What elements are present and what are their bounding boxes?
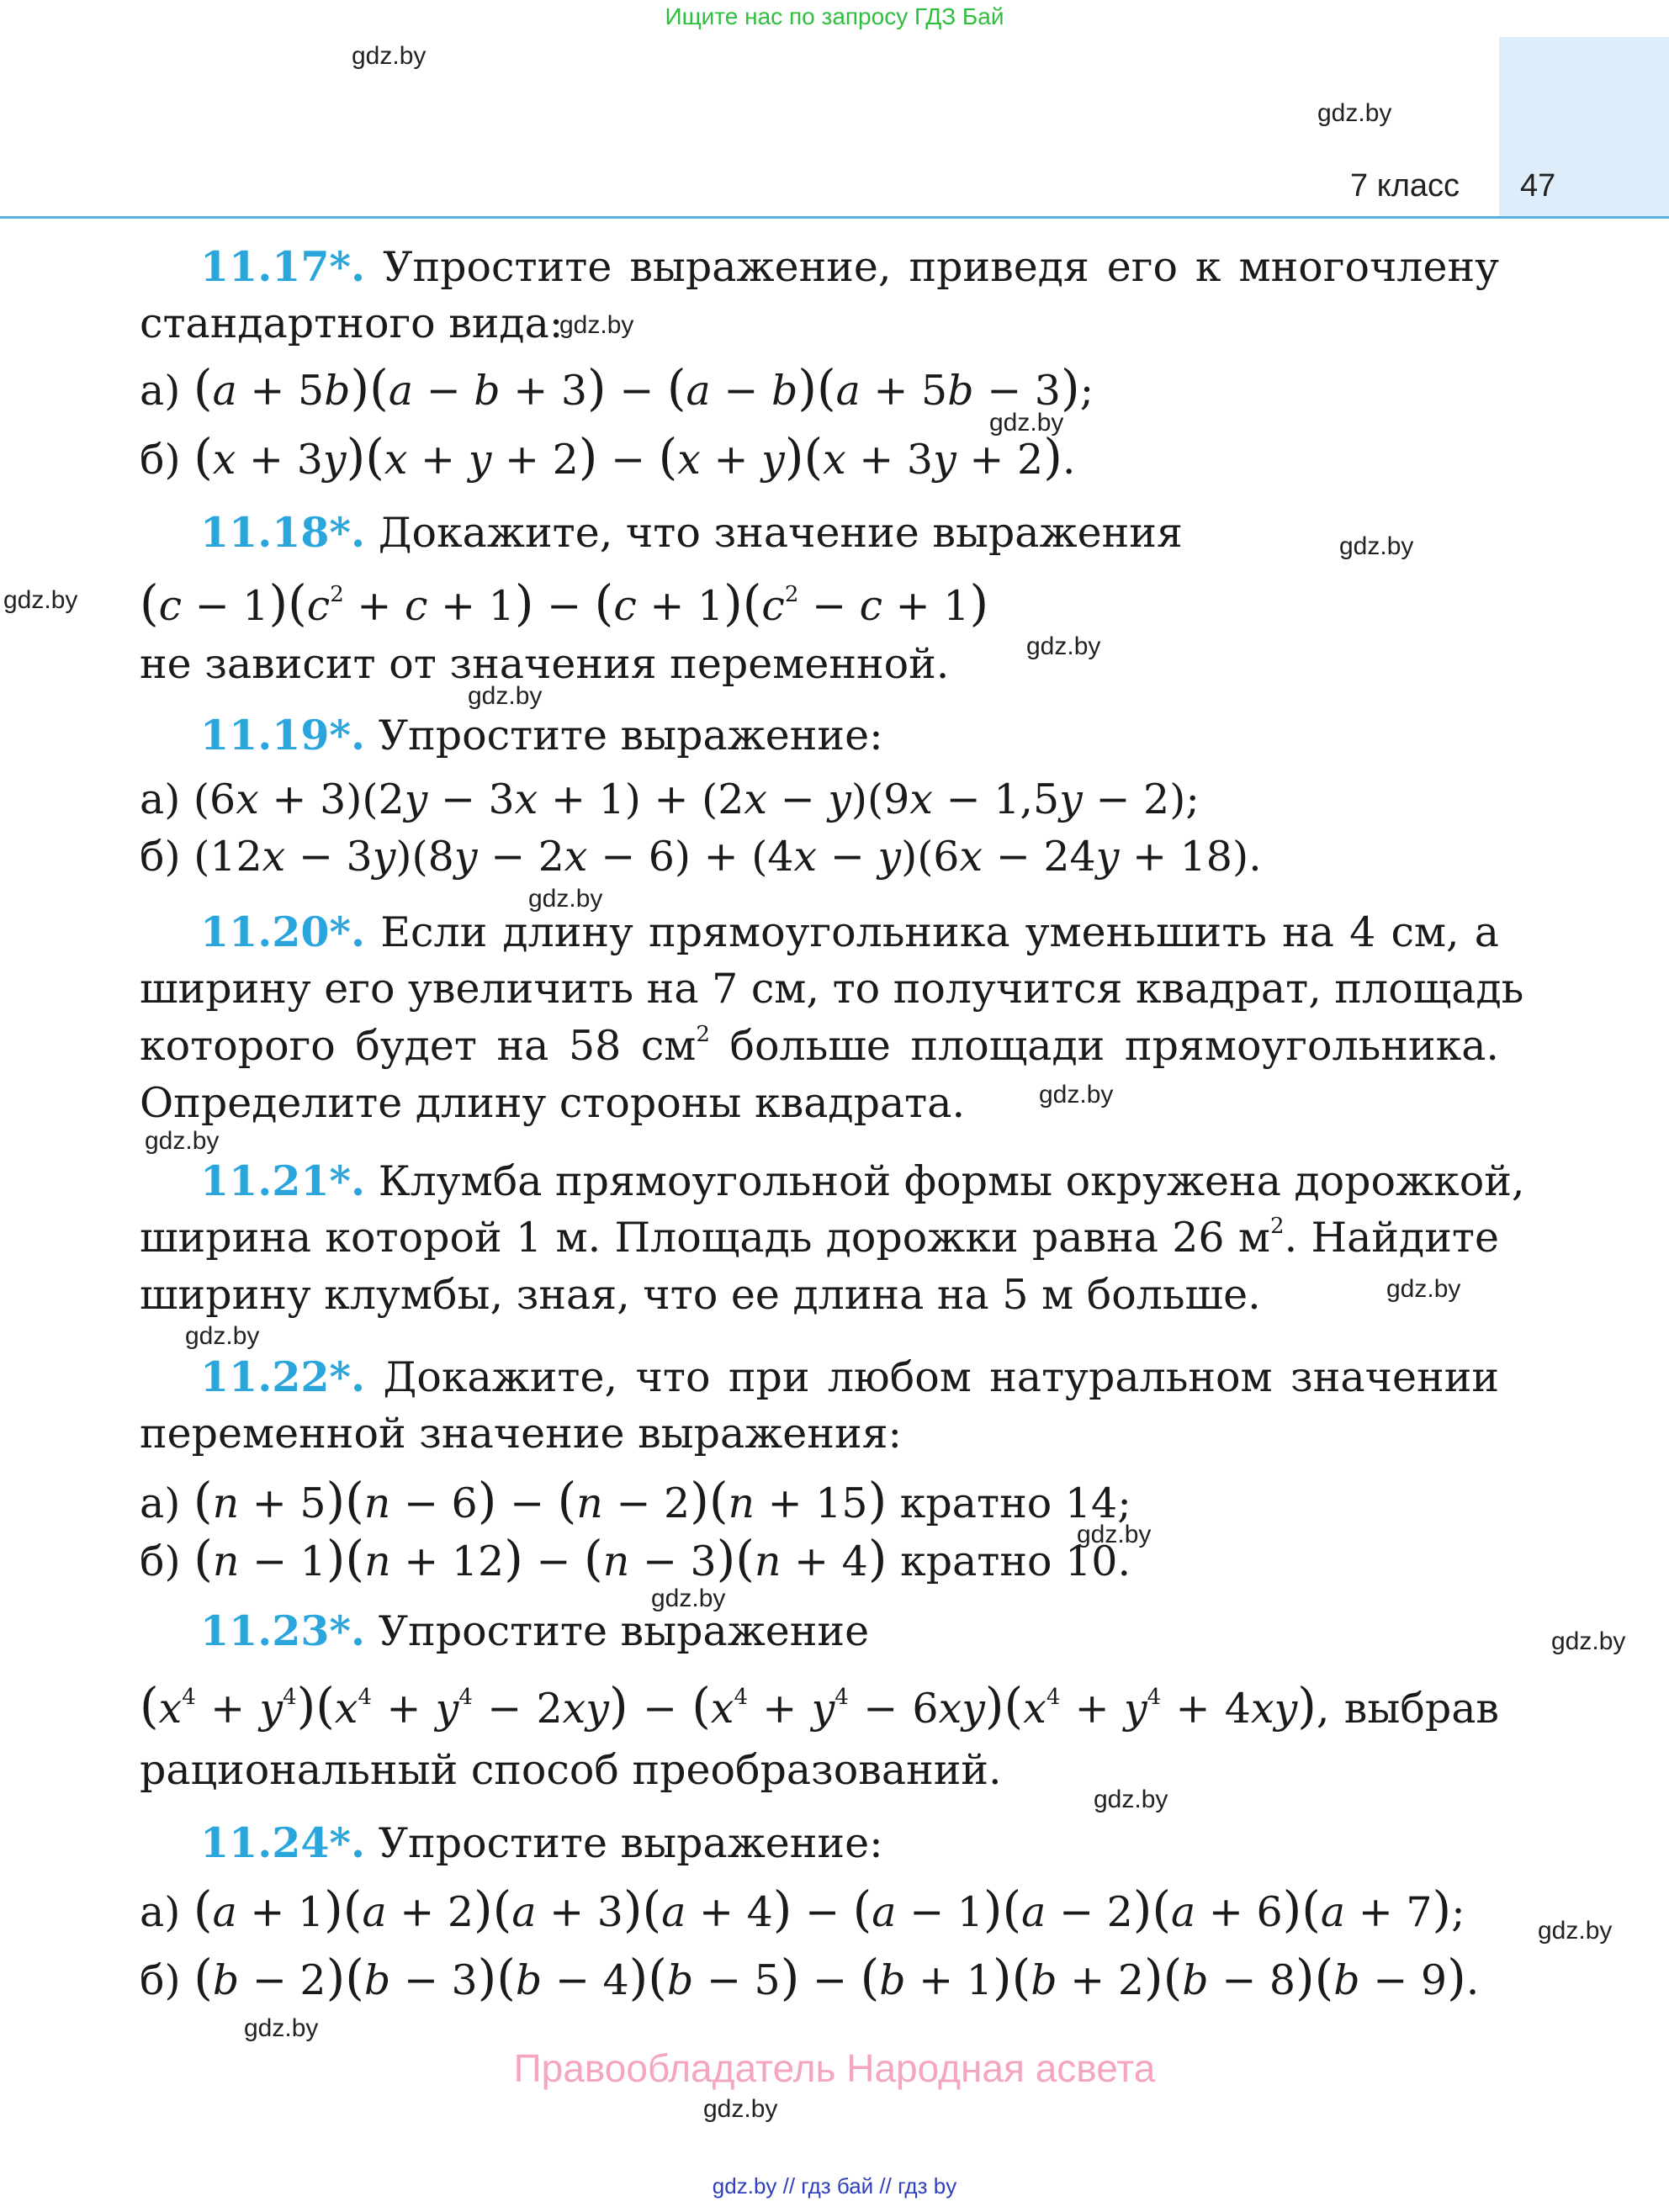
problem-11-18-text: 11.18*. Докажите, что значение выражения [200, 508, 1183, 557]
watermark: gdz.by [1339, 532, 1414, 560]
watermark: gdz.by [1317, 99, 1392, 127]
watermark: gdz.by [559, 311, 634, 339]
watermark: gdz.by [989, 409, 1064, 437]
problem-11-17-text2: стандартного вида: [140, 299, 564, 347]
watermark: gdz.by [145, 1127, 220, 1155]
top-banner: Ищите нас по запросу ГДЗ Бай [665, 3, 1004, 29]
problem-11-17-text: 11.17*. Упростите выражение, приведя его к многочлену [200, 242, 1499, 291]
problem-11-24-text: 11.24*. Упростите выражение: [200, 1818, 883, 1867]
problem-11-21-line1: 11.21*. Клумба прямоугольной формы окружена дорожкой, [200, 1156, 1525, 1205]
problem-11-22-a: а) (n + 5)(n − 6) − (n − 2)(n + 15) кратно 14; [140, 1472, 1131, 1529]
formula: (a + 5b)(a − b + 3) − (a − b)(a + 5b − 3); [193, 359, 1094, 416]
problem-number: 11.20*. [200, 908, 366, 956]
watermark: gdz.by [244, 2014, 319, 2042]
watermark: gdz.by [468, 682, 543, 710]
watermark: gdz.by [3, 586, 78, 614]
problem-number: 11.24*. [200, 1818, 366, 1867]
problem-11-20-line3: которого будет на 58 $см^2$ больше площади прямоугольника. [140, 1022, 1499, 1070]
problem-11-18-formula: $(c - 1)(c^2 + c + 1) - (c + 1)(c^2 - c + 1)$ [140, 574, 989, 632]
problem-11-20-line2: ширину его увеличить на 7 см, то получится квадрат, площадь [140, 965, 1524, 1013]
problem-11-22-line1: 11.22*. Докажите, что при любом натуральном значении [200, 1352, 1500, 1401]
problem-11-18-text2: не зависит от значения переменной. [140, 640, 950, 688]
problem-11-19-a: а) (6x + 3)(2y − 3x + 1) + (2x − y)(9x − 1,5y − 2); [140, 775, 1200, 823]
watermark: gdz.by [1386, 1275, 1461, 1303]
problem-11-19-b: б) (12x − 3y)(8y − 2x − 6) + (4x − y)(6x − 24y + 18). [140, 833, 1262, 881]
problem-number: 11.21*. [200, 1156, 366, 1205]
problem-number: 11.22*. [200, 1352, 366, 1401]
watermark: gdz.by [1077, 1521, 1152, 1548]
problem-11-21-line2: ширина которой 1 м. Площадь дорожки равна 26 $м^2$. Найдите [140, 1214, 1499, 1262]
header-rule [0, 216, 1669, 219]
watermark: gdz.by [703, 2095, 778, 2123]
problem-11-24-a: а) (a + 1)(a + 2)(a + 3)(a + 4) − (a − 1)(a − 2)(a + 6)(a + 7); [140, 1881, 1465, 1938]
watermark: gdz.by [651, 1585, 726, 1612]
watermark: gdz.by [1026, 632, 1101, 660]
problem-number: 11.23*. [200, 1606, 366, 1655]
problem-11-20-line4: Определите длину стороны квадрата. [140, 1079, 966, 1127]
problem-11-22-line2: переменной значение выражения: [140, 1410, 903, 1458]
page-number: 47 [1520, 168, 1556, 204]
formula: (x + 3y)(x + y + 2) − (x + y)(x + 3y + 2). [193, 428, 1076, 485]
watermark: gdz.by [1094, 1786, 1168, 1813]
problem-number: 11.19*. [200, 711, 366, 759]
watermark: gdz.by [1551, 1627, 1626, 1655]
footer-links[interactable]: gdz.by // гдз бай // гдз by [712, 2173, 957, 2199]
watermark: gdz.by [1039, 1081, 1114, 1109]
problem-11-21-line3: ширину клумбы, зная, что ее длина на 5 м больше. [140, 1271, 1261, 1319]
watermark: gdz.by [185, 1322, 260, 1350]
problem-number: 11.18*. [200, 508, 366, 557]
problem-11-20-line1: 11.20*. Если длину прямоугольника уменьшить на 4 см, а [200, 908, 1499, 956]
problem-11-22-b: б) (n − 1)(n + 12) − (n − 3)(n + 4) кратно 10. [140, 1530, 1131, 1587]
problem-11-24-b: б) (b − 2)(b − 3)(b − 4)(b − 5) − (b + 1)(b + 2)(b − 8)(b − 9). [140, 1949, 1480, 2006]
watermark: gdz.by [1538, 1917, 1613, 1945]
watermark: gdz.by [352, 42, 427, 70]
watermark: gdz.by [528, 885, 603, 913]
grade-label: 7 класс [1350, 168, 1460, 204]
problem-11-17-b: б) (x + 3y)(x + y + 2) − (x + y)(x + 3y + 2). [140, 428, 1076, 485]
problem-11-23-text: 11.23*. Упростите выражение [200, 1606, 870, 1655]
problem-11-17-a: а) (a + 5b)(a − b + 3) − (a − b)(a + 5b − 3); [140, 359, 1094, 416]
problem-number: 11.17*. [200, 242, 366, 291]
copyright-notice: Правообладатель Народная асвета [513, 2046, 1156, 2090]
problem-11-23-line3: рациональный способ преобразований. [140, 1746, 1002, 1794]
problem-11-23-formula: $(x^4 + y^4)(x^4 + y^4 - 2xy) - (x^4 + y^4 - 6xy)(x^4 + y^4 + 4xy)$, выбрав [140, 1677, 1499, 1734]
problem-11-19-text: 11.19*. Упростите выражение: [200, 711, 883, 759]
